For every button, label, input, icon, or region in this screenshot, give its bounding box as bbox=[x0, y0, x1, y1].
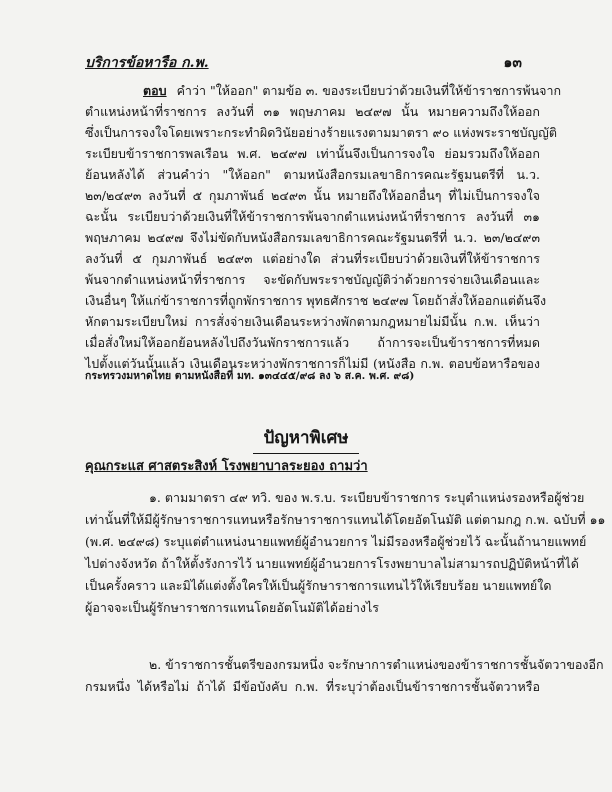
question-line: กรมหนึ่ง ได้หรือไม่ ถ้าได้ มีข้อบังคับ ก.พ. ที่ระบุว่าต้องเป็นข้าราชการชั้นจัตวาหรือ bbox=[85, 679, 540, 694]
answer-line: ๒๓/๒๔๙๓ ลงวันที่ ๕ กุมภาพันธ์ ๒๔๙๓ นั้น หมายถึงให้ออกอื่นๆ ที่ไม่เป็นการจงใจ bbox=[85, 188, 540, 203]
citation-line: กระทรวงมหาดไทย ตามหนังสือที่ มท. ๑๓๔๔๕/๙๘ ลง ๖ ส.ค. พ.ศ. ๙๘) bbox=[85, 370, 415, 382]
answer-line bbox=[85, 80, 562, 101]
answer-line: ตำแหน่งหน้าที่ราชการ ลงวันที่ ๓๑ พฤษภาคม ๒๔๙๗ นั้น หมายความถึงให้ออก bbox=[85, 104, 540, 119]
answer-line: พฤษภาคม ๒๔๙๗ จึงไม่ขัดกับหนังสือกรมเลขาธิการคณะรัฐมนตรีที่ น.ว. ๒๓/๒๔๙๓ bbox=[85, 230, 540, 245]
answer-line: หักตามระเบียบใหม่ การสั่งจ่ายเงินเดือนระหว่างพักตามกฎหมายไม่มีนั้น ก.พ. เห็นว่า bbox=[85, 314, 540, 329]
section-heading-text: ปัญหาพิเศษ bbox=[253, 424, 358, 454]
answer-line: เงินอื่นๆ ให้แก่ข้าราชการที่ถูกพักราชการ พุทธศักราช ๒๔๙๗ โดยถ้าสั่งให้ออกแต่ต้นจึง bbox=[85, 293, 547, 308]
answer-line: เมื่อสั่งใหม่ให้ออกย้อนหลังไปถึงวันพักราชการแล้ว ถ้าการจะเป็นข้าราชการที่หมด bbox=[85, 335, 540, 350]
answer-line: ฉะนั้น ระเบียบว่าด้วยเงินที่ให้ข้าราชการพ้นจากตำแหน่งหน้าที่ราชการ ลงวันที่ ๓๑ bbox=[85, 209, 540, 224]
answer-line: ลงวันที่ ๕ กุมภาพันธ์ ๒๔๙๓ แต่อย่างใด ส่วนที่ระเบียบว่าด้วยเงินที่ให้ข้าราชการ bbox=[85, 251, 540, 266]
answer-label: ตอบ bbox=[143, 83, 167, 98]
answer-line-text: คำว่า "ให้ออก" ตามข้อ ๓. ของระเบียบว่าด้วยเงินที่ให้ข้าราชการพ้นจาก bbox=[176, 83, 562, 98]
answer-line: ไปตั้งแต่วันนั้นแล้ว เงินเดือนระหว่างพักราชการก็ไม่มี (หนังสือ ก.พ. ตอบข้อหารือของ bbox=[85, 356, 540, 371]
answer-line: ระเบียบข้าราชการพลเรือน พ.ศ. ๒๔๙๗ เท่านั้นจึงเป็นการจงใจ ย่อมรวมถึงให้ออก bbox=[85, 146, 540, 161]
question-line: ไปต่างจังหวัด ถ้าให้ตั้งรังการไว้ นายแพทย์ผู้อำนวยการโรงพยาบาลไม่สามารถปฏิบัติหน้าที่ได้ bbox=[85, 556, 579, 571]
asker-text: คุณกระแส ศาสตระสิงห์ โรงพยาบาลระยอง ถามว่า bbox=[85, 459, 368, 474]
running-title: บริการข้อหารือ ก.พ. bbox=[85, 55, 209, 71]
answer-paragraph bbox=[85, 80, 562, 374]
question-2-paragraph bbox=[85, 654, 604, 698]
answer-citation bbox=[85, 368, 540, 384]
page-header bbox=[85, 52, 540, 74]
question-line: ๑. ตามมาตรา ๔๙ ทวิ. ของ พ.ร.บ. ระเบียบข้าราชการ ระบุตำแหน่งรองหรือผู้ช่วย bbox=[149, 490, 585, 505]
page-number: ๑๓ bbox=[503, 55, 522, 71]
answer-line: ซึ่งเป็นการจงใจโดยเพราะกระทำผิดวินัยอย่างร้ายแรงตามมาตรา ๙๐ แห่งพระราชบัญญัติ bbox=[85, 125, 557, 140]
answer-line: พ้นจากตำแหน่งหน้าที่ราชการ จะขัดกับพระราชบัญญัติว่าด้วยการจ่ายเงินเดือนและ bbox=[85, 272, 540, 287]
question-line: (พ.ศ. ๒๔๙๘) ระบุแต่ตำแหน่งนายแพทย์ผู้อำนวยการ ไม่มีรองหรือผู้ช่วยไว้ ฉะนั้นถ้านายแพทย์ bbox=[85, 534, 587, 549]
answer-line: ย้อนหลังได้ ส่วนคำว่า "ให้ออก" ตามหนังสือกรมเลขาธิการคณะรัฐมนตรีที่ น.ว. bbox=[85, 167, 540, 182]
question-line: ๒. ข้าราชการชั้นตรีของกรมหนึ่ง จะรักษาการตำแหน่งของข้าราชการชั้นจัตวาของอีก bbox=[149, 657, 604, 672]
question-line: เป็นครั้งคราว และมิได้แต่งตั้งใครให้เป็นผู้รักษาราชการแทนไว้ให้เรียบร้อย นายแพทย์ใด bbox=[85, 578, 552, 593]
question-1-paragraph bbox=[85, 487, 606, 619]
question-asker bbox=[85, 455, 540, 477]
question-line: ผู้อาจจะเป็นผู้รักษาราชการแทนโดยอัตโนมัติได้อย่างไร bbox=[85, 600, 379, 615]
question-line: เท่านั้นที่ให้มีผู้รักษาราชการแทนหรือรักษาราชการแทนได้โดยอัตโนมัติ แต่ตามกฎ ก.พ. ฉบับที่ ๑๑ bbox=[85, 512, 606, 527]
section-heading bbox=[0, 424, 612, 454]
